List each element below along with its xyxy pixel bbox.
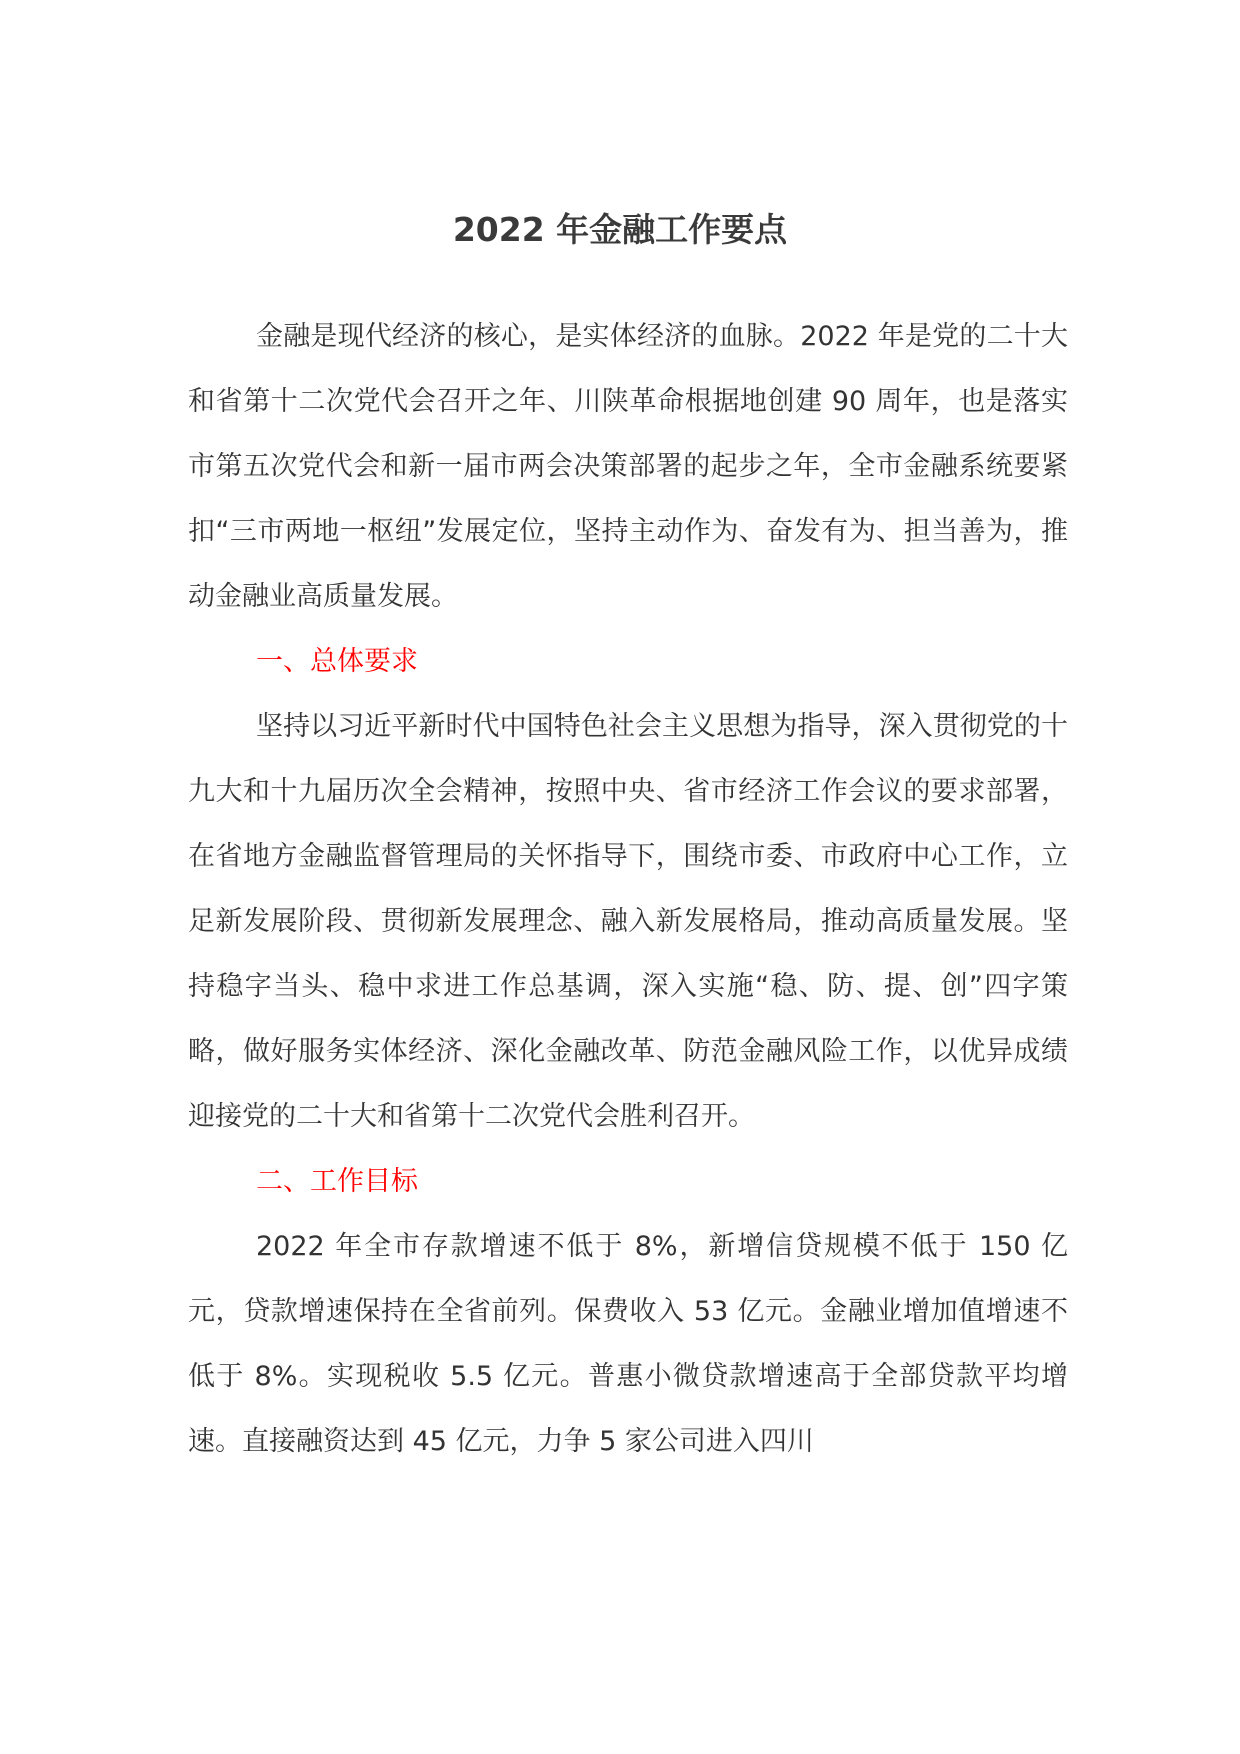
work-targets-paragraph: 2022 年全市存款增速不低于 8%，新增信贷规模不低于 150 亿元，贷款增速保持在全省前列。保费收入 53 亿元。金融业增加值增速不低于 8%。实现税收 5.5 亿元。普惠小微贷款增速高于全部贷款平均增速。直接融资达到 45 亿元，力争 5 家公司进入四川: [188, 1231, 1068, 1457]
page-title: 2022 年金融工作要点: [452, 210, 788, 249]
intro-paragraph: 金融是现代经济的核心，是实体经济的血脉。2022 年是党的二十大和省第十二次党代会召开之年、川陕革命根据地创建 90 周年，也是落实市第五次党代会和新一届市两会决策部署的起步之年，全市金融系统要紧扣“三市两地一枢纽”发展定位，坚持主动作为、奋发有为、担当善为，推动金融业高质量发展。: [188, 321, 1068, 612]
section-heading-work-targets: 二、工作目标: [256, 1166, 418, 1197]
document-body: [188, 304, 1068, 1474]
overall-requirements-paragraph: 坚持以习近平新时代中国特色社会主义思想为指导，深入贯彻党的十九大和十九届历次全会精神，按照中央、省市经济工作会议的要求部署，在省地方金融监督管理局的关怀指导下，围绕市委、市政府中心工作，立足新发展阶段、贯彻新发展理念、融入新发展格局，推动高质量发展。坚持稳字当头、稳中求进工作总基调，深入实施“稳、防、提、创”四字策略，做好服务实体经济、深化金融改革、防范金融风险工作，以优异成绩迎接党的二十大和省第十二次党代会胜利召开。: [188, 711, 1068, 1132]
section-heading-overall-requirements: 一、总体要求: [256, 646, 418, 677]
